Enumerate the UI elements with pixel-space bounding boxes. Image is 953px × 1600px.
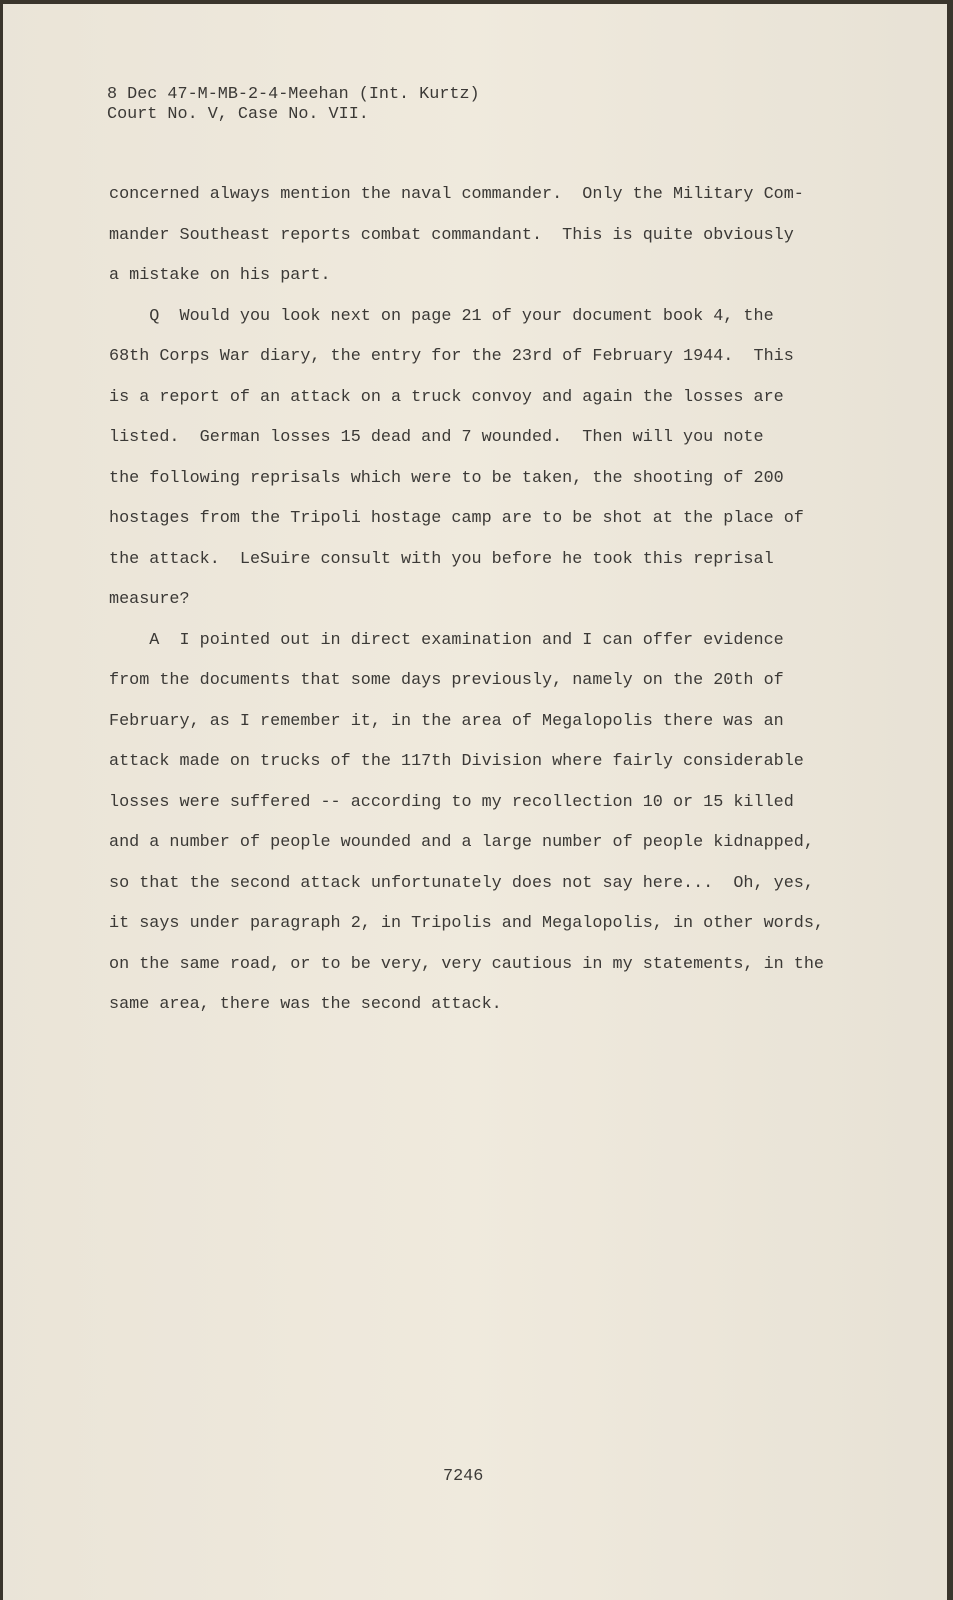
text-line: 68th Corps War diary, the entry for the 23rd of February 1944. This <box>109 347 794 366</box>
text-line: A I pointed out in direct examination and I can offer evidence <box>109 630 784 650</box>
text-line: and a number of people wounded and a large number of people kidnapped, <box>109 833 814 852</box>
text-line: February, as I remember it, in the area of Megalopolis there was an <box>109 711 784 731</box>
text-line: losses were suffered -- according to my recollection 10 or 15 killed <box>109 792 794 812</box>
text-line: so that the second attack unfortunately does not say here... Oh, yes, <box>109 873 814 893</box>
text-line: on the same road, or to be very, very cautious in my statements, in the <box>109 954 824 974</box>
text-line: mander Southeast reports combat commandant. This is quite obviously <box>109 225 794 245</box>
text-line: hostages from the Tripoli hostage camp are to be shot at the place of <box>109 509 804 528</box>
text-line: a mistake on his part. <box>109 266 331 285</box>
text-line: measure? <box>109 590 190 609</box>
text-line: it says under paragraph 2, in Tripolis and Megalopolis, in other words, <box>109 914 824 933</box>
text-line: Q Would you look next on page 21 of your document book 4, the <box>109 306 774 326</box>
text-line: from the documents that some days previously, namely on the 20th of <box>109 671 784 690</box>
text-line: is a report of an attack on a truck convoy and again the losses are <box>109 387 784 407</box>
text-line: the following reprisals which were to be taken, the shooting of 200 <box>109 468 784 488</box>
text-line: attack made on trucks of the 117th Division where fairly considerable <box>109 752 804 771</box>
header-line-1: 8 Dec 47-M-MB-2-4-Meehan (Int. Kurtz) <box>107 85 480 104</box>
page-number: 7246 <box>443 1467 484 1486</box>
text-line: the attack. LeSuire consult with you before he took this reprisal <box>109 549 774 569</box>
header-line-2: Court No. V, Case No. VII. <box>107 105 369 124</box>
text-line: concerned always mention the naval commander. Only the Military Com- <box>109 185 804 204</box>
document-page <box>3 4 947 1600</box>
text-line: listed. German losses 15 dead and 7 wounded. Then will you note <box>109 428 764 447</box>
text-line: same area, there was the second attack. <box>109 995 502 1014</box>
